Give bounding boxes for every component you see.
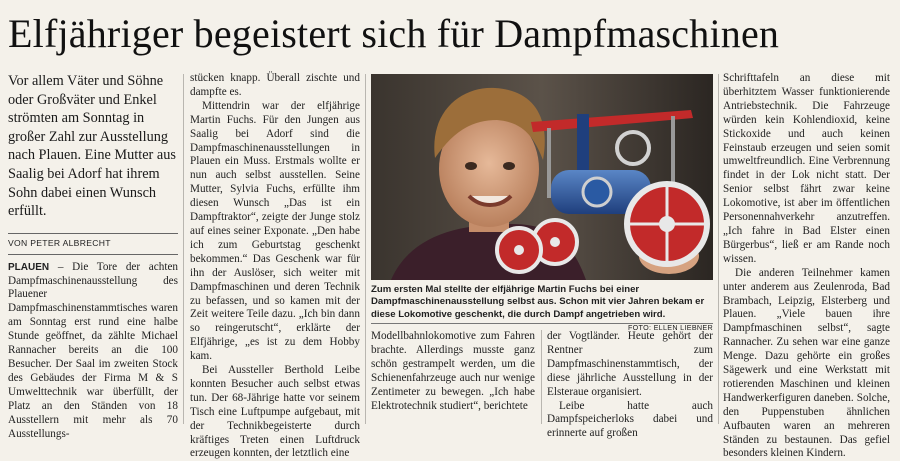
photo-credit: FOTO: ELLEN LIEBNER xyxy=(627,323,713,333)
column-4 xyxy=(547,330,713,441)
column-5 xyxy=(723,72,890,461)
dateline: PLAUEN xyxy=(8,261,50,273)
body-paragraph: Die anderen Teilnehmer kamen unter anderem aus Zeulenroda, Bad Brambach, Leipzig, Elsterberg und Plauen. „Viele bauen ihre Dampfmaschinen selbst“, sagte Rannacher. Zu sehen war eine ganze Menge. Dazu gehörte ein großes Sägewerk und eine Werkstatt mit rotierenden Maschinen und kleinen Handwerkerfiguren daneben. Solche, den Puppenstuben ähnlichen Aufbauten waren an mehreren Ständen zu bestaunen. Das gefiel besonders kleinen Kindern. xyxy=(723,266,890,460)
photo-caption xyxy=(371,284,713,335)
photo-illustration xyxy=(371,74,713,280)
body-text-col1: – Die Tore der achten Dampfmaschinenausstellung des Plauener Dampfmaschinenstammtisches waren am Sonntag erst rund eine halbe Stunde geöffnet, da zählte Michael Rannacher bereits an die 100 Besucher. Der Saal im zweiten Stock des Gebäudes der Firma M & S Umwelttechnik war überfüllt, der Platz an den Ständen von 18 Ausstellern mit mehr als 70 Ausstellungs- xyxy=(8,260,178,440)
byline: VON PETER ALBRECHT xyxy=(8,237,111,248)
body-paragraph: der Vogtländer. Heute gehört der Rentner zum Dampfmaschinenstammtisch, der diese jährliche Ausstellung in der Elsteraue organisiert. xyxy=(547,330,713,398)
caption-rule xyxy=(371,323,713,324)
column-1 xyxy=(8,72,178,441)
lead-paragraph: Vor allem Väter und Söhne oder Großväter und Enkel strömten am Sonntag in großer Zahl zur Ausstellung nach Plauen. Eine Mutter aus Saalig bei Adorf hat ihrem Sohn dabei einen Wunsch erfüllt. xyxy=(8,73,176,220)
body-paragraph: Modellbahnlokomotive zum Fahren brachte. Allerdings musste ganz schön gestrampelt werden, um die Schienenfahrzeuge auch nur wenige Zentimeter zu bewegen. „Ich habe Elektrotechnik studiert“, berichtete xyxy=(371,330,535,412)
body-paragraph: Mittendrin war der elfjährige Martin Fuchs. Für den Jungen aus Saalig bei Adorf sind die Dampfmaschinenausstellungen in Plauen ein Muss. Erstmals wollte er nun auch selbst ausstellen. Seine Mutter, Sylvia Fuchs, erfüllte ihm diesen Wunsch „Das ist ein Dampftraktor“, zeigte der Junge stolz auf eines seiner Exponate. „Den habe ich zum Geburtstag geschenkt bekommen.“ Das Geschenk war für ihn der Auslöser, sich weiter mit Dampfmaschinen und deren Technik zu befassen, und so kamen mit der Zeit weitere Teile dazu. „Ich bin dann so reingerutscht“, erklärte der Elfjährige, „es ist zu dem Hobby kam. xyxy=(190,99,360,363)
body-paragraph: Schrifttafeln an diese mit überhitztem Wasser funktionierende Antriebstechnik. Die Fahrzeuge würden kein Kohlendioxid, keine Stickoxide und auch keinen Feinstaub erzeugen und seien somit umweltfreundlich. Eine Verbrennung findet in der Lok nicht statt. Der Senior selbst fährt zwar keine Lokomotive, ist aber im öffentlichen Personennahverkehr anzutreffen. „Ich fahre in Bad Elster einen Bürgerbus“, ließ er am Rande noch wissen. xyxy=(723,72,890,265)
body-paragraph: stücken knapp. Überall zischte und dampfte es. xyxy=(190,72,360,98)
column-2 xyxy=(190,72,360,461)
byline-rule-bottom xyxy=(8,254,178,255)
column-divider xyxy=(365,74,366,424)
caption-text: Zum ersten Mal stellte der elfjährige Martin Fuchs bei einer Dampfmaschinenausstellung selbst aus. Schon mit vier Jahren bekam er diese Lokomotive geschenkt, die durch Dampf angetrieben wird. xyxy=(371,284,705,320)
body-paragraph: Leibe hatte auch Dampfspeicherloks dabei und erinnerte auf großen xyxy=(547,399,713,440)
photo-boy-with-steam-engine xyxy=(371,74,713,280)
column-divider xyxy=(183,74,184,424)
body-paragraph: Bei Aussteller Berthold Leibe konnten Besucher auch selbst etwas tun. Der 68-Jährige hatte vor seinem Tisch eine Luftpumpe aufgebaut, mit der Technikbegeisterte durch kräftiges Treten einen Luftdruck erzeugen konnten, der letztlich eine xyxy=(190,364,360,460)
headline: Elfjähriger begeistert sich für Dampfmaschinen xyxy=(8,11,780,56)
column-divider xyxy=(718,74,719,424)
column-divider xyxy=(541,330,542,424)
column-3 xyxy=(371,330,535,413)
